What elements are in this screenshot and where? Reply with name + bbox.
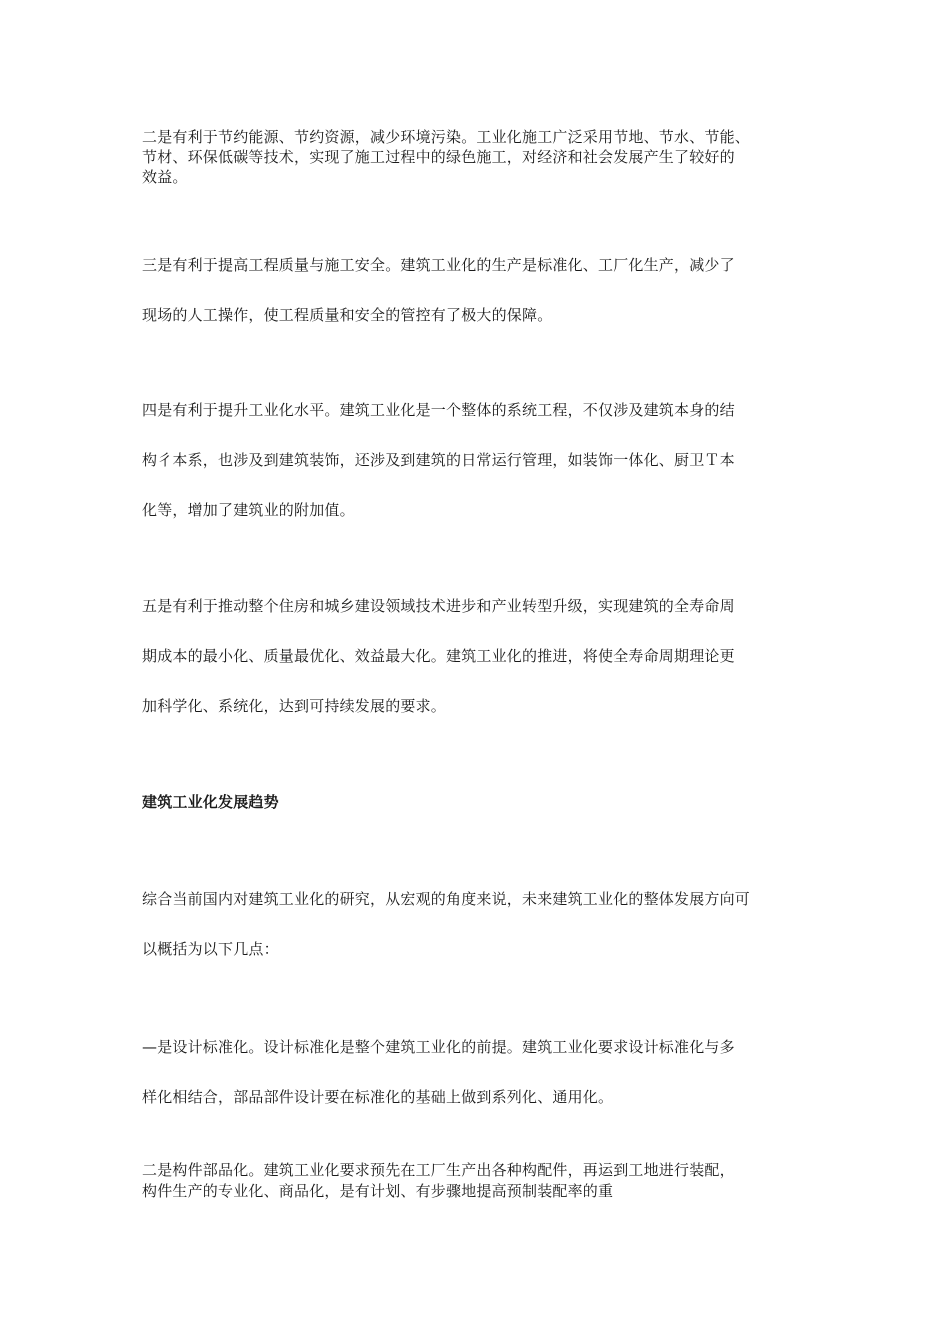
paragraph-1-line-3: 效益。 — [142, 168, 188, 186]
intro-line-1: 综合当前国内对建筑工业化的研究，从宏观的角度来说，未来建筑工业化的整体发展方向可 — [142, 890, 751, 908]
paragraph-4-line-2: 期成本的最小化、质量最优化、效益最大化。建筑工业化的推进，将使全寿命周期理论更 — [142, 647, 735, 665]
point-2-line-2: 构件生产的专业化、商品化，是有计划、有步骤地提高预制装配率的重 — [142, 1182, 614, 1200]
paragraph-1-line-2: 节材、环保低碳等技术，实现了施工过程中的绿色施工，对经济和社会发展产生了较好的 — [142, 148, 735, 166]
intro-line-2: 以概括为以下几点： — [142, 940, 279, 958]
point-2-line-1: 二是构件部品化。建筑工业化要求预先在工厂生产出各种构配件，再运到工地进行装配， — [142, 1161, 735, 1179]
point-1-line-2: 样化相结合，部品部件设计要在标准化的基础上做到系列化、通用化。 — [142, 1088, 614, 1106]
paragraph-4-line-3: 加科学化、系统化，达到可持续发展的要求。 — [142, 697, 447, 715]
paragraph-3-line-3: 化等，增加了建筑业的附加值。 — [142, 501, 355, 519]
paragraph-4-line-1: 五是有利于推动整个住房和城乡建设领域技术进步和产业转型升级，实现建筑的全寿命周 — [142, 597, 735, 615]
paragraph-2-line-2: 现场的人工操作，使工程质量和安全的管控有了极大的保障。 — [142, 306, 553, 324]
paragraph-3-line-2: 构彳本系，也涉及到建筑装饰，还涉及到建筑的日常运行管理，如装饰一体化、厨卫Ｔ本 — [142, 451, 735, 469]
paragraph-1-line-1: 二是有利于节约能源、节约资源，减少环境污染。工业化施工广泛采用节地、节水、节能、 — [142, 128, 751, 146]
paragraph-2-line-1: 三是有利于提高工程质量与施工安全。建筑工业化的生产是标准化、工厂化生产，减少了 — [142, 256, 735, 274]
paragraph-3-line-1: 四是有利于提升工业化水平。建筑工业化是一个整体的系统工程，不仅涉及建筑本身的结 — [142, 401, 735, 419]
section-heading: 建筑工业化发展趋势 — [142, 793, 279, 811]
point-1-line-1: —是设计标准化。设计标准化是整个建筑工业化的前提。建筑工业化要求设计标准化与多 — [142, 1038, 735, 1056]
